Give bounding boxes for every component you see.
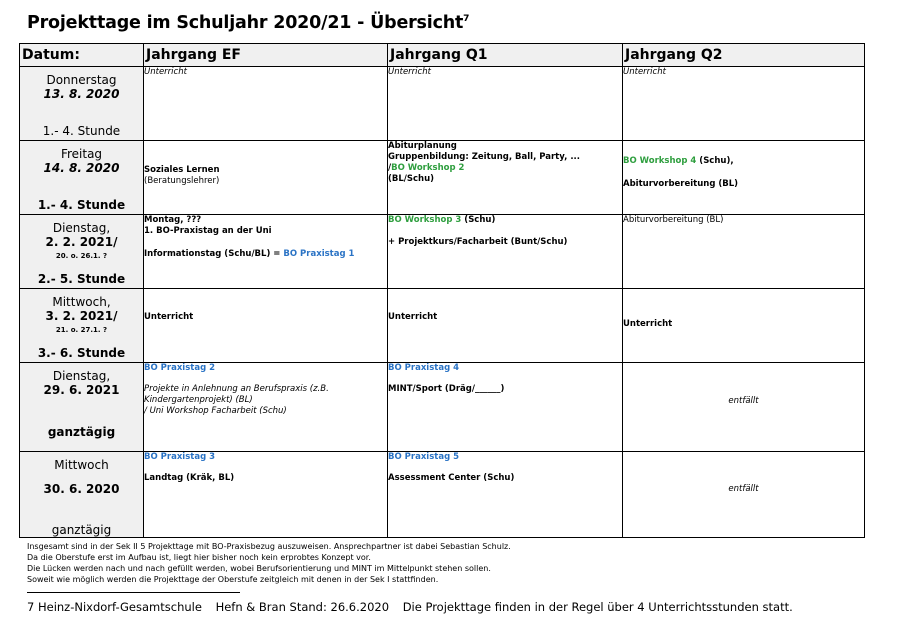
table-row bbox=[20, 215, 865, 289]
bo-praxistag-label: BO Praxistag 1 bbox=[283, 249, 355, 259]
cell-text: Unterricht bbox=[623, 319, 673, 329]
note-line: Die Lücken werden nach und nach gefüllt werden, wobei Berufsorientierung und MINT im Mittelpunkt stehen sollen. bbox=[27, 564, 491, 573]
date-cell bbox=[20, 289, 144, 363]
header-ef: Jahrgang EF bbox=[144, 44, 388, 67]
table-row bbox=[20, 141, 865, 215]
date-day: Mittwoch, bbox=[52, 295, 111, 309]
cell-text: / Uni Workshop Facharbeit (Schu) bbox=[144, 406, 287, 416]
bo-praxistag-label: BO Praxistag 4 bbox=[388, 363, 460, 373]
date-value: 2. 2. 2021/ bbox=[45, 235, 118, 249]
date-value: 29. 6. 2021 bbox=[43, 383, 120, 397]
cell-text: MINT/Sport (Dräg/______) bbox=[388, 384, 505, 394]
cell-ef bbox=[144, 141, 388, 215]
cell-text: Gruppenbildung: Zeitung, Ball, Party, ... bbox=[388, 152, 581, 162]
header-q2: Jahrgang Q2 bbox=[623, 44, 865, 67]
bo-praxistag-label: BO Praxistag 2 bbox=[144, 363, 216, 373]
notes bbox=[27, 541, 511, 585]
cell-text: (Beratungslehrer) bbox=[144, 176, 220, 186]
note-line: Da die Oberstufe erst im Aufbau ist, liegt hier bisher noch kein erprobtes Konzept vor. bbox=[27, 553, 371, 562]
note-line: Insgesamt sind in der Sek II 5 Projekttage mit BO-Praxisbezug auszuweisen. Ansprechpartner ist dabei Sebastian Schulz. bbox=[27, 542, 511, 551]
date-hours: 2.- 5. Stunde bbox=[37, 272, 126, 286]
date-cell bbox=[20, 67, 144, 141]
cell-text: Kindergartenprojekt) (BL) bbox=[144, 395, 253, 405]
date-cell bbox=[20, 215, 144, 289]
footer-authors: Hefn & Bran Stand: 26.6.2020 bbox=[215, 600, 390, 614]
date-hours: ganztägig bbox=[47, 425, 116, 439]
date-hours: 1.- 4. Stunde bbox=[37, 198, 126, 212]
cell-text: entfällt bbox=[728, 484, 759, 494]
cell-text: 1. BO-Praxistag an der Uni bbox=[144, 226, 272, 236]
table-row bbox=[20, 363, 865, 452]
footer-text: Die Projekttage finden in der Regel über 4 Unterrichtsstunden statt. bbox=[402, 600, 793, 614]
cell-q1 bbox=[388, 289, 623, 363]
cell-ef bbox=[144, 67, 388, 141]
cell-text: Montag, ??? bbox=[144, 215, 202, 225]
footnote-divider bbox=[27, 592, 240, 593]
cell-text: + Projektkurs/Facharbeit (Bunt/Schu) bbox=[388, 237, 568, 247]
date-day: Dienstag, bbox=[52, 221, 111, 235]
footer-school: 7 Heinz-Nixdorf-Gesamtschule bbox=[27, 600, 202, 614]
cell-ef bbox=[144, 452, 388, 538]
overview-table bbox=[19, 43, 865, 538]
cell-q1 bbox=[388, 363, 623, 452]
cell-q1 bbox=[388, 452, 623, 538]
table-row bbox=[20, 452, 865, 538]
date-cell bbox=[20, 363, 144, 452]
date-value: 3. 2. 2021/ bbox=[45, 309, 118, 323]
cell-text: Unterricht bbox=[623, 67, 666, 77]
cell-text: Unterricht bbox=[388, 67, 431, 77]
cell-text: (BL/Schu) bbox=[388, 174, 435, 184]
bo-workshop-label: BO Workshop 2 bbox=[391, 163, 465, 173]
date-value: 13. 8. 2020 bbox=[43, 87, 120, 101]
header-q1: Jahrgang Q1 bbox=[388, 44, 623, 67]
cell-text: Abiturvorbereitung (BL) bbox=[623, 179, 739, 189]
cell-text: Unterricht bbox=[144, 312, 194, 322]
cell-q2 bbox=[623, 452, 865, 538]
table-row bbox=[20, 289, 865, 363]
page-title bbox=[27, 13, 469, 33]
date-day: Mittwoch bbox=[54, 458, 109, 472]
date-value: 14. 8. 2020 bbox=[43, 161, 120, 175]
cell-text: Soziales Lernen bbox=[144, 165, 220, 175]
cell-ef bbox=[144, 215, 388, 289]
date-day: Donnerstag bbox=[46, 73, 117, 87]
table-row bbox=[20, 67, 865, 141]
cell-text: Abiturvorbereitung (BL) bbox=[623, 215, 724, 225]
cell-text: Assessment Center (Schu) bbox=[388, 473, 515, 483]
header-datum: Datum: bbox=[20, 44, 144, 67]
date-hours: ganztägig bbox=[51, 523, 112, 537]
cell-text: entfällt bbox=[728, 396, 759, 406]
cell-text: Unterricht bbox=[144, 67, 187, 77]
cell-text: (Schu) bbox=[461, 215, 496, 225]
cell-q2 bbox=[623, 141, 865, 215]
cell-text: Informationstag (Schu/BL) = bbox=[144, 249, 284, 259]
cell-text: / bbox=[388, 163, 392, 173]
cell-text: (Schu), bbox=[696, 156, 734, 166]
bo-workshop-label: BO Workshop 4 bbox=[623, 156, 697, 166]
bo-praxistag-label: BO Praxistag 3 bbox=[144, 452, 216, 462]
cell-q2 bbox=[623, 289, 865, 363]
bo-workshop-label: BO Workshop 3 bbox=[388, 215, 462, 225]
header-row bbox=[20, 44, 865, 67]
bo-praxistag-label: BO Praxistag 5 bbox=[388, 452, 460, 462]
date-day: Freitag bbox=[60, 147, 103, 161]
cell-ef bbox=[144, 289, 388, 363]
title-text: Projekttage im Schuljahr 2020/21 - Übersicht bbox=[27, 13, 464, 33]
cell-text: Landtag (Kräk, BL) bbox=[144, 473, 235, 483]
cell-q2 bbox=[623, 363, 865, 452]
date-value: 30. 6. 2020 bbox=[43, 482, 120, 496]
date-hours: 1.- 4. Stunde bbox=[42, 124, 121, 138]
footer bbox=[27, 600, 803, 614]
cell-q1 bbox=[388, 141, 623, 215]
date-day: Dienstag, bbox=[52, 369, 111, 383]
title-footnote-mark: 7 bbox=[463, 14, 470, 24]
cell-text: Unterricht bbox=[388, 312, 438, 322]
date-alternative: 21. o. 27.1. ? bbox=[55, 326, 108, 334]
cell-q1 bbox=[388, 215, 623, 289]
cell-q1 bbox=[388, 67, 623, 141]
date-alternative: 20. o. 26.1. ? bbox=[55, 252, 108, 260]
date-hours: 3.- 6. Stunde bbox=[37, 346, 126, 360]
cell-q2 bbox=[623, 215, 865, 289]
date-cell bbox=[20, 452, 144, 538]
cell-text: Projekte in Anlehnung an Berufspraxis (z.B. bbox=[144, 384, 329, 394]
cell-text: Abiturplanung bbox=[388, 141, 457, 151]
note-line: Soweit wie möglich werden die Projekttage der Oberstufe zeitgleich mit denen in der Sek I stattfinden. bbox=[27, 575, 439, 584]
cell-q2 bbox=[623, 67, 865, 141]
date-cell bbox=[20, 141, 144, 215]
cell-ef bbox=[144, 363, 388, 452]
